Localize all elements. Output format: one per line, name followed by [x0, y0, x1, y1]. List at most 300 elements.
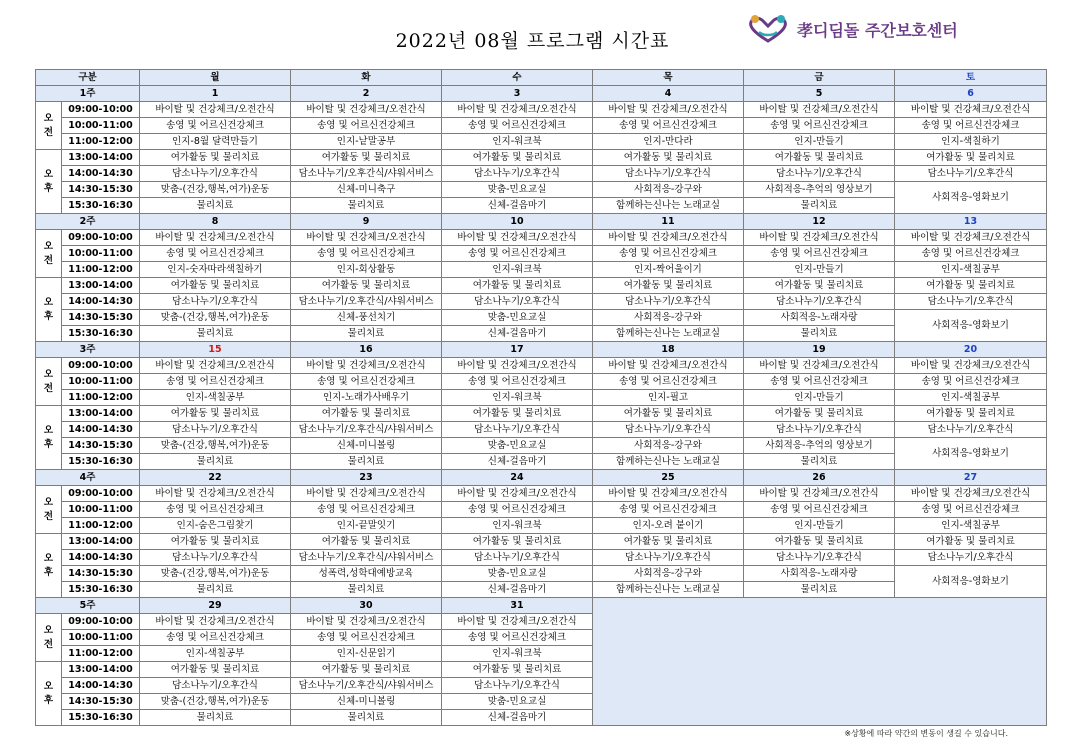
week-label: 1주	[36, 86, 140, 102]
time-slot: 14:30-15:30	[62, 694, 140, 710]
program-cell: 여가활동 및 물리치료	[442, 278, 593, 294]
period-char: 오	[43, 624, 54, 636]
program-cell: 사회적응-추억의 영상보기	[744, 438, 895, 454]
program-cell: 송영 및 어르신건강체크	[442, 502, 593, 518]
program-cell: 담소나누기/오후간식	[140, 422, 291, 438]
schedule-row	[36, 566, 1047, 582]
program-cell: 바이탈 및 건강체크/오전간식	[140, 614, 291, 630]
date-cell: 25	[593, 470, 744, 486]
program-cell: 송영 및 어르신건강체크	[140, 630, 291, 646]
header-label: 구분	[36, 70, 140, 86]
program-cell: 사회적응-노래자랑	[744, 310, 895, 326]
program-cell: 바이탈 및 건강체크/오전간식	[593, 102, 744, 118]
program-cell: 신체-걸음마기	[442, 582, 593, 598]
period-char: 후	[43, 566, 54, 578]
program-cell: 여가활동 및 물리치료	[895, 150, 1047, 166]
program-cell: 인지-숫자따라색칠하기	[140, 262, 291, 278]
program-cell: 인지-짝어울이기	[593, 262, 744, 278]
schedule-row	[36, 422, 1047, 438]
program-cell: 물리치료	[291, 326, 442, 342]
program-cell: 담소나누기/오후간식	[140, 294, 291, 310]
program-cell: 송영 및 어르신건강체크	[291, 246, 442, 262]
period-char: 후	[43, 694, 54, 706]
time-slot: 09:00-10:00	[62, 102, 140, 118]
date-cell: 4	[593, 86, 744, 102]
period-am-week4	[36, 486, 62, 534]
time-slot: 09:00-10:00	[62, 486, 140, 502]
period-pm-week2	[36, 278, 62, 342]
time-slot: 11:00-12:00	[62, 646, 140, 662]
program-cell: 여가활동 및 물리치료	[593, 150, 744, 166]
program-cell: 송영 및 어르신건강체크	[442, 118, 593, 134]
program-cell: 여가활동 및 물리치료	[442, 150, 593, 166]
program-cell: 신체-걸음마기	[442, 454, 593, 470]
date-cell: 26	[744, 470, 895, 486]
date-cell: 29	[140, 598, 291, 614]
program-cell: 바이탈 및 건강체크/오전간식	[895, 230, 1047, 246]
period-char: 오	[43, 680, 54, 692]
program-cell: 바이탈 및 건강체크/오전간식	[291, 230, 442, 246]
program-cell: 물리치료	[140, 454, 291, 470]
program-cell: 바이탈 및 건강체크/오전간식	[442, 102, 593, 118]
program-cell: 담소나누기/오후간식/샤워서비스	[291, 166, 442, 182]
program-cell: 맞춤-(건강,행복,여가)운동	[140, 694, 291, 710]
center-name: 孝디딤돌 주간보호센터	[797, 20, 958, 40]
program-cell: 바이탈 및 건강체크/오전간식	[744, 230, 895, 246]
date-cell: 2	[291, 86, 442, 102]
program-cell: 여가활동 및 물리치료	[140, 534, 291, 550]
program-cell: 여가활동 및 물리치료	[291, 150, 442, 166]
time-slot: 11:00-12:00	[62, 518, 140, 534]
center-logo	[745, 12, 958, 46]
program-cell: 담소나누기/오후간식	[442, 294, 593, 310]
program-cell: 송영 및 어르신건강체크	[291, 118, 442, 134]
program-cell: 인지-회상활동	[291, 262, 442, 278]
schedule-row	[36, 262, 1047, 278]
program-cell: 인지-색칠공부	[140, 390, 291, 406]
schedule-row	[36, 134, 1047, 150]
program-cell: 인지-워크북	[442, 646, 593, 662]
program-cell: 담소나누기/오후간식	[140, 678, 291, 694]
schedule-row	[36, 486, 1047, 502]
period-char: 오	[43, 112, 54, 124]
program-cell: 물리치료	[140, 710, 291, 726]
program-cell: 인지-워크북	[442, 518, 593, 534]
program-cell: 인지-만들기	[744, 390, 895, 406]
program-cell: 바이탈 및 건강체크/오전간식	[593, 486, 744, 502]
schedule-table	[35, 69, 1047, 726]
time-slot: 14:30-15:30	[62, 310, 140, 326]
program-cell: 인지-색칠공부	[140, 646, 291, 662]
program-cell: 여가활동 및 물리치료	[140, 278, 291, 294]
program-cell: 사회적응-추억의 영상보기	[744, 182, 895, 198]
date-cell: 20	[895, 342, 1047, 358]
program-cell: 담소나누기/오후간식	[895, 422, 1047, 438]
time-slot: 15:30-16:30	[62, 454, 140, 470]
schedule-row	[36, 502, 1047, 518]
program-cell: 송영 및 어르신건강체크	[442, 630, 593, 646]
program-cell: 바이탈 및 건강체크/오전간식	[140, 102, 291, 118]
program-cell: 함께하는신나는 노래교실	[593, 198, 744, 214]
period-pm-week5	[36, 662, 62, 726]
period-pm-week1	[36, 150, 62, 214]
schedule-row	[36, 102, 1047, 118]
program-cell: 인지-색칠하기	[895, 134, 1047, 150]
time-slot: 11:00-12:00	[62, 262, 140, 278]
program-cell: 송영 및 어르신건강체크	[291, 502, 442, 518]
program-cell: 인지-노래가사배우기	[291, 390, 442, 406]
program-cell: 사회적응-강구와	[593, 310, 744, 326]
time-slot: 11:00-12:00	[62, 134, 140, 150]
period-am-week2	[36, 230, 62, 278]
program-cell: 인지-색칠공부	[895, 390, 1047, 406]
program-cell: 송영 및 어르신건강체크	[593, 118, 744, 134]
program-cell: 담소나누기/오후간식	[593, 294, 744, 310]
period-char: 전	[43, 126, 54, 138]
schedule-row	[36, 310, 1047, 326]
schedule-row	[36, 278, 1047, 294]
program-cell: 송영 및 어르신건강체크	[291, 630, 442, 646]
program-cell: 바이탈 및 건강체크/오전간식	[291, 486, 442, 502]
program-cell: 담소나누기/오후간식/샤워서비스	[291, 422, 442, 438]
week-row	[36, 86, 1047, 102]
period-am-week3	[36, 358, 62, 406]
program-cell: 물리치료	[140, 326, 291, 342]
time-slot: 13:00-14:00	[62, 278, 140, 294]
program-cell: 송영 및 어르신건강체크	[442, 374, 593, 390]
program-cell: 담소나누기/오후간식/샤워서비스	[291, 294, 442, 310]
week-label: 3주	[36, 342, 140, 358]
page-title: 2022년 08월 프로그램 시간표	[395, 30, 670, 52]
schedule-row	[36, 374, 1047, 390]
program-cell: 인지-만다라	[593, 134, 744, 150]
program-cell: 여가활동 및 물리치료	[593, 534, 744, 550]
period-am-week5	[36, 614, 62, 662]
schedule-row	[36, 518, 1047, 534]
program-cell: 여가활동 및 물리치료	[442, 662, 593, 678]
program-cell: 바이탈 및 건강체크/오전간식	[140, 486, 291, 502]
date-cell: 30	[291, 598, 442, 614]
program-cell: 인지-오려 붙이기	[593, 518, 744, 534]
week-row	[36, 470, 1047, 486]
program-cell: 송영 및 어르신건강체크	[895, 502, 1047, 518]
program-cell: 바이탈 및 건강체크/오전간식	[140, 230, 291, 246]
program-cell: 담소나누기/오후간식	[593, 422, 744, 438]
time-slot: 15:30-16:30	[62, 710, 140, 726]
time-slot: 15:30-16:30	[62, 198, 140, 214]
date-cell: 22	[140, 470, 291, 486]
program-cell: 사회적응-영화보기	[895, 438, 1047, 470]
program-cell: 송영 및 어르신건강체크	[442, 246, 593, 262]
program-cell: 담소나누기/오후간식	[442, 550, 593, 566]
program-cell: 함께하는신나는 노래교실	[593, 582, 744, 598]
program-cell: 맞춤-민요교실	[442, 438, 593, 454]
program-cell: 신체-걸음마기	[442, 198, 593, 214]
schedule-row	[36, 438, 1047, 454]
program-cell: 여가활동 및 물리치료	[895, 534, 1047, 550]
program-cell: 물리치료	[140, 582, 291, 598]
program-cell: 맞춤-민요교실	[442, 310, 593, 326]
week-row	[36, 598, 1047, 614]
period-char: 오	[43, 168, 54, 180]
period-char: 후	[43, 310, 54, 322]
program-cell: 여가활동 및 물리치료	[442, 534, 593, 550]
program-cell: 사회적응-영화보기	[895, 310, 1047, 342]
time-slot: 09:00-10:00	[62, 614, 140, 630]
program-cell: 담소나누기/오후간식	[744, 166, 895, 182]
program-cell: 맞춤-(건강,행복,여가)운동	[140, 438, 291, 454]
date-cell: 15	[140, 342, 291, 358]
program-cell: 여가활동 및 물리치료	[744, 150, 895, 166]
program-cell: 인지-색칠공부	[895, 518, 1047, 534]
date-cell: 12	[744, 214, 895, 230]
program-cell: 인지-만들기	[744, 262, 895, 278]
program-cell: 신체-걸음마기	[442, 710, 593, 726]
period-pm-week4	[36, 534, 62, 598]
program-cell: 담소나누기/오후간식	[442, 166, 593, 182]
program-cell: 바이탈 및 건강체크/오전간식	[895, 486, 1047, 502]
schedule-row	[36, 358, 1047, 374]
date-cell: 31	[442, 598, 593, 614]
program-cell: 바이탈 및 건강체크/오전간식	[895, 102, 1047, 118]
program-cell: 물리치료	[140, 198, 291, 214]
program-cell: 담소나누기/오후간식	[442, 422, 593, 438]
program-cell: 인지-끝말잇기	[291, 518, 442, 534]
program-cell: 송영 및 어르신건강체크	[140, 246, 291, 262]
program-cell: 송영 및 어르신건강체크	[140, 374, 291, 390]
program-cell: 여가활동 및 물리치료	[140, 662, 291, 678]
program-cell: 사회적응-영화보기	[895, 566, 1047, 598]
program-cell: 함께하는신나는 노래교실	[593, 326, 744, 342]
program-cell: 바이탈 및 건강체크/오전간식	[744, 486, 895, 502]
time-slot: 13:00-14:00	[62, 406, 140, 422]
program-cell: 인지-색칠공부	[895, 262, 1047, 278]
schedule-row	[36, 166, 1047, 182]
program-cell: 담소나누기/오후간식	[140, 550, 291, 566]
day-friday: 금	[744, 70, 895, 86]
program-cell: 바이탈 및 건강체크/오전간식	[291, 358, 442, 374]
week-row	[36, 342, 1047, 358]
program-cell: 담소나누기/오후간식	[593, 550, 744, 566]
program-cell: 사회적응-강구와	[593, 566, 744, 582]
program-cell: 물리치료	[291, 710, 442, 726]
date-cell: 11	[593, 214, 744, 230]
program-cell: 신체-풍선치기	[291, 310, 442, 326]
program-cell: 여가활동 및 물리치료	[291, 534, 442, 550]
program-cell: 바이탈 및 건강체크/오전간식	[442, 358, 593, 374]
time-slot: 14:00-14:30	[62, 678, 140, 694]
program-cell: 물리치료	[291, 454, 442, 470]
empty-block	[593, 598, 1047, 726]
program-cell: 바이탈 및 건강체크/오전간식	[593, 230, 744, 246]
program-cell: 여가활동 및 물리치료	[744, 534, 895, 550]
program-cell: 여가활동 및 물리치료	[140, 406, 291, 422]
program-cell: 바이탈 및 건강체크/오전간식	[140, 358, 291, 374]
date-cell: 8	[140, 214, 291, 230]
time-slot: 09:00-10:00	[62, 230, 140, 246]
time-slot: 13:00-14:00	[62, 662, 140, 678]
program-cell: 인지-낱말공부	[291, 134, 442, 150]
time-slot: 14:00-14:30	[62, 422, 140, 438]
schedule-row	[36, 118, 1047, 134]
period-char: 후	[43, 438, 54, 450]
schedule-row	[36, 230, 1047, 246]
program-cell: 여가활동 및 물리치료	[593, 406, 744, 422]
program-cell: 송영 및 어르신건강체크	[593, 374, 744, 390]
period-char: 전	[43, 254, 54, 266]
program-cell: 담소나누기/오후간식/샤워서비스	[291, 550, 442, 566]
period-char: 오	[43, 496, 54, 508]
date-cell: 19	[744, 342, 895, 358]
program-cell: 인지-워크북	[442, 134, 593, 150]
program-cell: 송영 및 어르신건강체크	[895, 246, 1047, 262]
program-cell: 송영 및 어르신건강체크	[593, 502, 744, 518]
program-cell: 물리치료	[744, 582, 895, 598]
program-cell: 바이탈 및 건강체크/오전간식	[442, 486, 593, 502]
program-cell: 여가활동 및 물리치료	[895, 406, 1047, 422]
schedule-row	[36, 550, 1047, 566]
schedule-row	[36, 182, 1047, 198]
program-cell: 송영 및 어르신건강체크	[140, 118, 291, 134]
period-char: 전	[43, 638, 54, 650]
program-cell: 여가활동 및 물리치료	[744, 278, 895, 294]
period-char: 후	[43, 182, 54, 194]
time-slot: 11:00-12:00	[62, 390, 140, 406]
day-wednesday: 수	[442, 70, 593, 86]
program-cell: 여가활동 및 물리치료	[291, 662, 442, 678]
program-cell: 여가활동 및 물리치료	[895, 278, 1047, 294]
program-cell: 사회적응-영화보기	[895, 182, 1047, 214]
period-pm-week3	[36, 406, 62, 470]
program-cell: 물리치료	[291, 582, 442, 598]
program-cell: 맞춤-(건강,행복,여가)운동	[140, 566, 291, 582]
program-cell: 맞춤-(건강,행복,여가)운동	[140, 182, 291, 198]
schedule-row	[36, 406, 1047, 422]
date-cell: 13	[895, 214, 1047, 230]
program-cell: 담소나누기/오후간식	[593, 166, 744, 182]
week-label: 4주	[36, 470, 140, 486]
day-monday: 월	[140, 70, 291, 86]
date-cell: 9	[291, 214, 442, 230]
program-cell: 여가활동 및 물리치료	[593, 278, 744, 294]
program-cell: 사회적응-강구와	[593, 182, 744, 198]
program-cell: 송영 및 어르신건강체크	[291, 374, 442, 390]
schedule-row	[36, 246, 1047, 262]
program-cell: 맞춤-민요교실	[442, 182, 593, 198]
period-char: 전	[43, 382, 54, 394]
header-row	[36, 70, 1047, 86]
date-cell: 18	[593, 342, 744, 358]
program-cell: 신체-걸음마기	[442, 326, 593, 342]
program-cell: 담소나누기/오후간식	[744, 422, 895, 438]
footer-note: ※상황에 따라 약간의 변동이 생길 수 있습니다.	[844, 729, 1008, 738]
program-cell: 송영 및 어르신건강체크	[140, 502, 291, 518]
week-label: 2주	[36, 214, 140, 230]
time-slot: 10:00-11:00	[62, 246, 140, 262]
time-slot: 10:00-11:00	[62, 630, 140, 646]
time-slot: 14:00-14:30	[62, 294, 140, 310]
program-cell: 인지-필고	[593, 390, 744, 406]
period-char: 오	[43, 296, 54, 308]
date-cell: 5	[744, 86, 895, 102]
program-cell: 담소나누기/오후간식	[442, 678, 593, 694]
program-cell: 송영 및 어르신건강체크	[895, 374, 1047, 390]
date-cell: 1	[140, 86, 291, 102]
time-slot: 13:00-14:00	[62, 150, 140, 166]
period-char: 오	[43, 240, 54, 252]
date-cell: 27	[895, 470, 1047, 486]
period-char: 오	[43, 424, 54, 436]
program-cell: 담소나누기/오후간식	[744, 550, 895, 566]
program-cell: 신체-미니볼링	[291, 438, 442, 454]
week-label: 5주	[36, 598, 140, 614]
program-cell: 바이탈 및 건강체크/오전간식	[291, 614, 442, 630]
time-slot: 14:00-14:30	[62, 550, 140, 566]
program-cell: 인지-8월 달력만들기	[140, 134, 291, 150]
program-cell: 바이탈 및 건강체크/오전간식	[593, 358, 744, 374]
program-cell: 신체-미니볼링	[291, 694, 442, 710]
program-cell: 담소나누기/오후간식	[895, 294, 1047, 310]
program-cell: 맞춤-민요교실	[442, 694, 593, 710]
time-slot: 10:00-11:00	[62, 374, 140, 390]
program-cell: 맞춤-(건강,행복,여가)운동	[140, 310, 291, 326]
program-cell: 담소나누기/오후간식	[140, 166, 291, 182]
program-cell: 인지-만들기	[744, 134, 895, 150]
period-am-week1	[36, 102, 62, 150]
week-row	[36, 214, 1047, 230]
time-slot: 15:30-16:30	[62, 326, 140, 342]
program-cell: 바이탈 및 건강체크/오전간식	[442, 230, 593, 246]
program-cell: 송영 및 어르신건강체크	[744, 502, 895, 518]
date-cell: 23	[291, 470, 442, 486]
program-cell: 물리치료	[744, 454, 895, 470]
time-slot: 14:00-14:30	[62, 166, 140, 182]
period-char: 오	[43, 368, 54, 380]
date-cell: 24	[442, 470, 593, 486]
program-cell: 인지-만들기	[744, 518, 895, 534]
program-cell: 바이탈 및 건강체크/오전간식	[442, 614, 593, 630]
time-slot: 10:00-11:00	[62, 118, 140, 134]
time-slot: 14:30-15:30	[62, 566, 140, 582]
program-cell: 바이탈 및 건강체크/오전간식	[744, 358, 895, 374]
program-cell: 담소나누기/오후간식	[895, 550, 1047, 566]
heart-people-icon	[745, 14, 791, 44]
time-slot: 14:30-15:30	[62, 438, 140, 454]
program-cell: 송영 및 어르신건강체크	[744, 118, 895, 134]
program-cell: 신체-미니축구	[291, 182, 442, 198]
day-thursday: 목	[593, 70, 744, 86]
date-cell: 17	[442, 342, 593, 358]
program-cell: 여가활동 및 물리치료	[442, 406, 593, 422]
program-cell: 인지-워크북	[442, 390, 593, 406]
program-cell: 물리치료	[744, 326, 895, 342]
program-cell: 담소나누기/오후간식	[744, 294, 895, 310]
time-slot: 10:00-11:00	[62, 502, 140, 518]
schedule-row	[36, 294, 1047, 310]
time-slot: 13:00-14:00	[62, 534, 140, 550]
program-cell: 맞춤-민요교실	[442, 566, 593, 582]
program-cell: 송영 및 어르신건강체크	[593, 246, 744, 262]
program-cell: 물리치료	[291, 198, 442, 214]
program-cell: 바이탈 및 건강체크/오전간식	[291, 102, 442, 118]
time-slot: 15:30-16:30	[62, 582, 140, 598]
schedule-row	[36, 390, 1047, 406]
program-cell: 사회적응-강구와	[593, 438, 744, 454]
program-cell: 송영 및 어르신건강체크	[744, 246, 895, 262]
day-tuesday: 화	[291, 70, 442, 86]
period-char: 오	[43, 552, 54, 564]
program-cell: 함께하는신나는 노래교실	[593, 454, 744, 470]
